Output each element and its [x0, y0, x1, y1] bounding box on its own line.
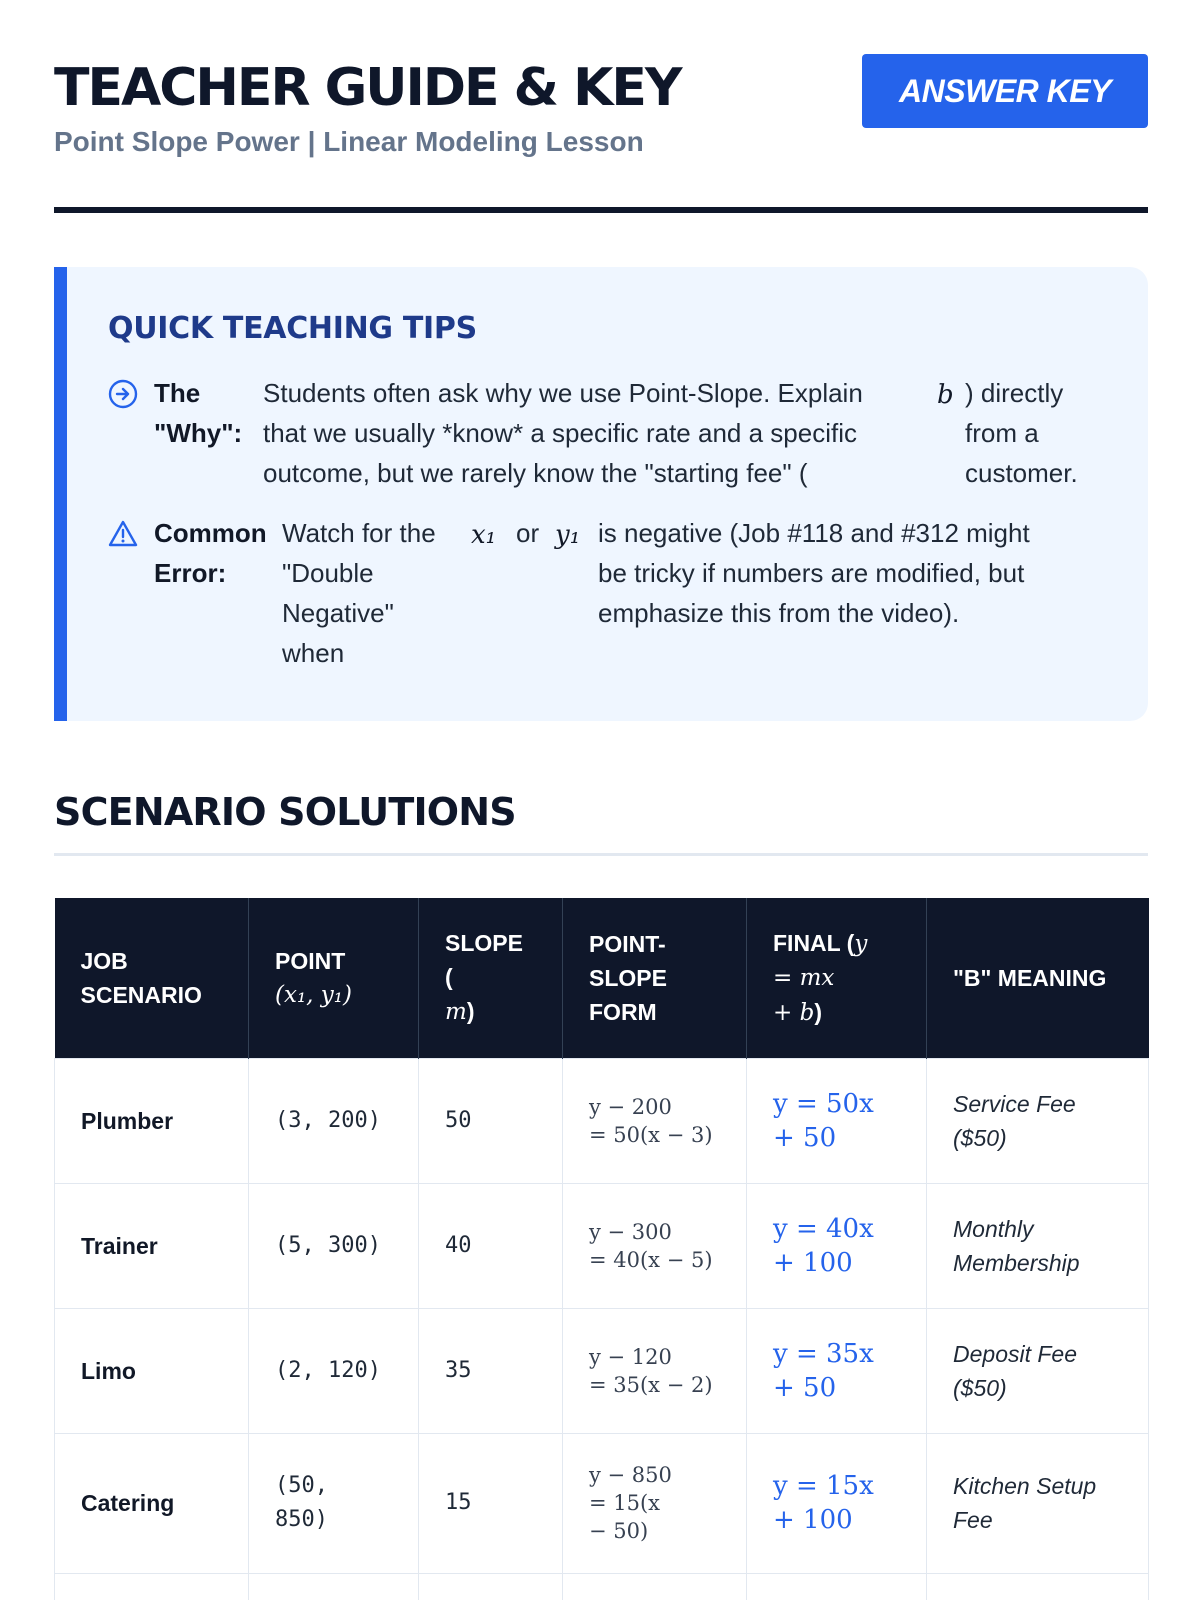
cell-job: Plumber	[55, 1058, 249, 1183]
header-job-scenario: JOB SCENARIO	[55, 898, 249, 1058]
solutions-table	[54, 898, 1149, 1600]
cell-point-slope: y − 200 = 50(x − 3)	[563, 1058, 747, 1183]
header-point: POINT (x₁, y₁)	[249, 898, 419, 1058]
cell-point-slope: y − 120 = 35(x − 2)	[563, 1308, 747, 1433]
cell-final: y = 15x + 100	[747, 1433, 927, 1573]
header-final: FINAL (y = mx + b)	[747, 898, 927, 1058]
tip-error-or: or	[516, 518, 540, 548]
tip-error-text-col1: Watch for the "Double Negative" when	[282, 518, 436, 668]
cell-meaning: Deposit Fee ($50)	[927, 1308, 1149, 1433]
header-divider	[54, 207, 1148, 213]
header-slope: SLOPE ( m)	[419, 898, 563, 1058]
cell-job: Limo	[55, 1308, 249, 1433]
cell-final: y = 35x + 50	[747, 1308, 927, 1433]
table-row	[55, 1433, 1149, 1573]
section-divider	[54, 853, 1148, 856]
table-header-row	[55, 898, 1149, 1058]
cell-final: y = 50x + 50	[747, 1058, 927, 1183]
cell-final: y = 40x + 100	[747, 1183, 927, 1308]
cell-meaning: Monthly Membership	[927, 1183, 1149, 1308]
cell-job: Trainer	[55, 1183, 249, 1308]
cell-slope: 40	[419, 1183, 563, 1308]
tip-error-label: Common Error:	[154, 518, 267, 588]
cell-point: (3, 200)	[249, 1058, 419, 1183]
table-row	[55, 1308, 1149, 1433]
table-row	[55, 1058, 1149, 1183]
cell-point-slope: y − 850 = 15(x − 50)	[563, 1433, 747, 1573]
cell-slope: 50	[419, 1058, 563, 1183]
page-title: TEACHER GUIDE & KEY	[54, 58, 681, 118]
table-row-partial	[55, 1573, 1149, 1600]
arrow-circle-right-icon	[108, 379, 138, 409]
tip-why-label: The "Why":	[154, 378, 243, 448]
tip-why-math-b: b	[937, 380, 954, 410]
tip-error-text-col2: is negative (Job #118 and #312 might be tricky if numbers are modified, but emphasize this from the video).	[598, 518, 1030, 628]
cell-point: (50, 850)	[249, 1433, 419, 1573]
tip-error-math-x1: x₁	[471, 520, 497, 550]
cell-point: (5, 300)	[249, 1183, 419, 1308]
teaching-tips-box	[54, 267, 1148, 721]
page-subtitle: Point Slope Power | Linear Modeling Lesson	[54, 126, 644, 157]
table-row	[55, 1183, 1149, 1308]
cell-meaning: Service Fee ($50)	[927, 1058, 1149, 1183]
section-title: SCENARIO SOLUTIONS	[54, 790, 516, 834]
tip-why-text: Students often ask why we use Point-Slope. Explain that we usually *know* a specific rate and a specific outcome, but we rarely know the "starting fee" (	[263, 378, 863, 488]
tips-title: QUICK TEACHING TIPS	[108, 311, 477, 346]
page-header	[54, 52, 1148, 172]
header-b-meaning: "B" MEANING	[927, 898, 1149, 1058]
cell-point: (2, 120)	[249, 1308, 419, 1433]
warning-triangle-icon	[108, 519, 138, 549]
header-point-slope-form: POINT- SLOPE FORM	[563, 898, 747, 1058]
cell-point-slope: y − 300 = 40(x − 5)	[563, 1183, 747, 1308]
cell-slope: 15	[419, 1433, 563, 1573]
tip-error-math-y1: y₁	[555, 520, 581, 550]
cell-job: Catering	[55, 1433, 249, 1573]
cell-meaning: Kitchen Setup Fee	[927, 1433, 1149, 1573]
tip-why-text-after: ) directly from a customer.	[965, 378, 1078, 488]
cell-slope: 35	[419, 1308, 563, 1433]
answer-key-badge: ANSWER KEY	[862, 54, 1148, 128]
